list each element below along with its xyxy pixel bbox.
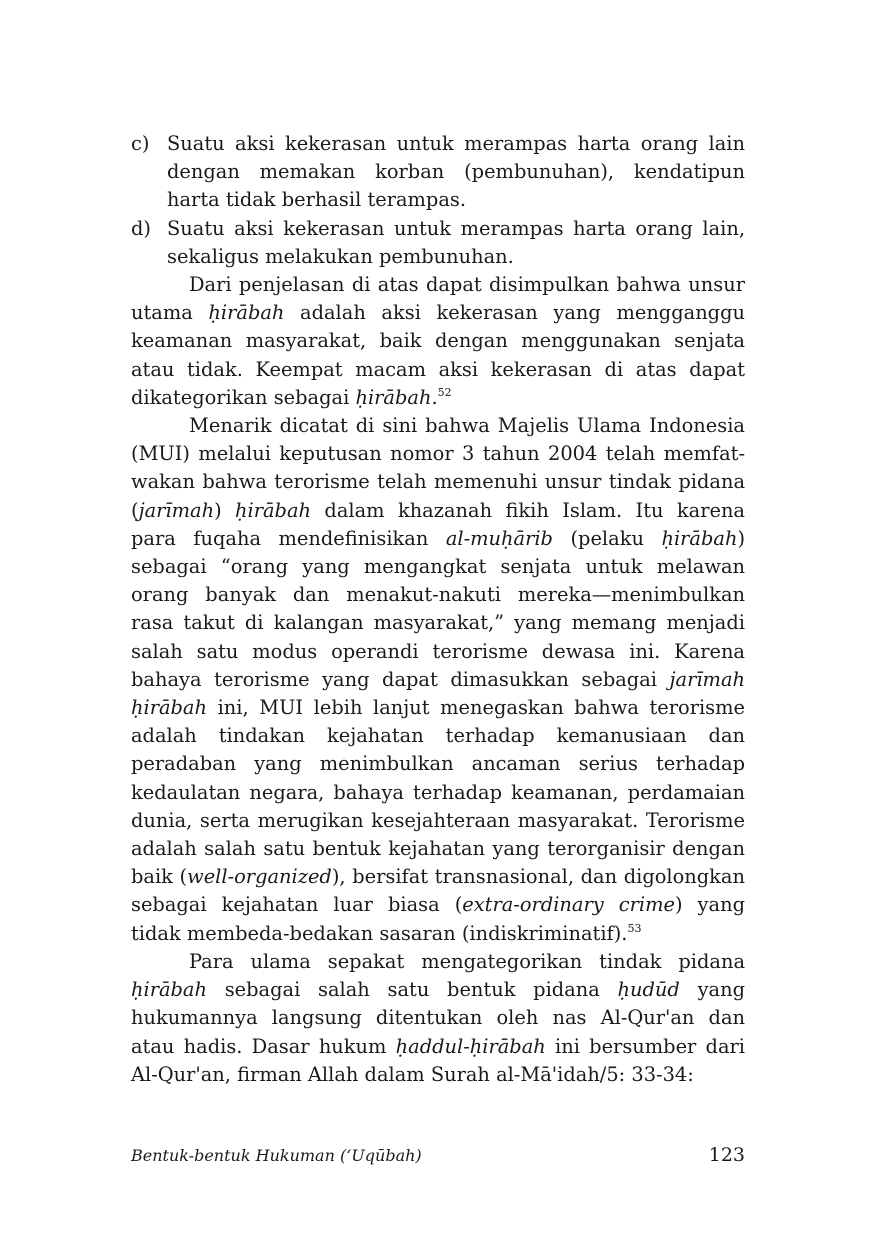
term-jarimah: jarīmah [138, 498, 215, 522]
page-footer [131, 1144, 745, 1166]
footnote-ref-52[interactable]: 52 [437, 385, 452, 399]
term-hirabah: ḥirābah [235, 498, 312, 522]
running-title: Bentuk-bentuk Hukuman (‘Uqūbah) [131, 1146, 422, 1165]
list-item-c [131, 130, 745, 215]
paragraph-ulama: Para ulama sepakat mengategorikan tindak pidana ḥirābah sebagai salah satu bentuk pidana ḥudūd yang hukumannya langsung ditentukan oleh nas Al-Qur'an dan atau hadis. Dasar hukum ḥaddul-ḥirābah ini bersumber dari Al-Qur'an, firman Allah dalam Surah al-Mā'idah/5: 33-34: [131, 949, 746, 1086]
page-number: 123 [708, 1144, 745, 1166]
term-hudud: ḥudūd [617, 978, 680, 1002]
term-al-muharib: al-muḥārib [445, 526, 553, 550]
list-item-text: Suatu aksi kekerasan untuk merampas harta orang lain, sekaligus melakukan pembunuhan. [167, 216, 745, 268]
footnote-ref-53[interactable]: 53 [627, 921, 642, 935]
term-well-organized: well-organized [187, 865, 332, 889]
term-hirabah: ḥirābah [208, 301, 285, 325]
list-item-text: Suatu aksi kekerasan untuk merampas harta orang lain dengan memakan korban (pembunuhan), kendatipun harta tidak berhasil terampas. [167, 132, 745, 212]
body-text [131, 130, 745, 1089]
term-jarimah-hirabah: jarīmah ḥirābah [131, 667, 745, 720]
term-hirabah: ḥirābah [131, 978, 207, 1002]
list-marker: d) [131, 216, 151, 240]
paragraph-mui: Menarik dicatat di sini bahwa Majelis Ulama Indonesia (MUI) melalui keputusan nomor 3 tahun 2004 telah memfatwakan bahwa terorisme telah memenuhi unsur tindak pidana (jarīmah) ḥirābah dalam khazanah fikih Islam. Itu karena para fuqaha mendefinisikan al-muḥārib (pelaku ḥirābah) sebagai “orang yang mengangkat senjata untuk melawan orang banyak dan menakut-nakuti mereka—menimbulkan rasa takut di kalangan masyarakat,” yang memang menjadi salah satu modus operandi terorisme dewasa ini. Karena bahaya terorisme yang dapat dimasukkan sebagai jarīmah ḥirābah ini, MUI lebih lanjut menegaskan bahwa terorisme adalah tindakan kejahatan terhadap kemanusiaan dan peradaban yang menimbulkan ancaman serius terhadap kedaulatan negara, bahaya terhadap keamanan, perdamaian dunia, serta merugikan kesejahteraan masyarakat. Terorisme adalah salah satu bentuk kejahatan yang terorganisir dengan baik (well-organized), bersifat transnasional, dan digolongkan sebagai kejahatan luar biasa (extra-ordinary crime) yang tidak membeda-bedakan sasaran (indiskriminatif).$^{53}$ [131, 414, 746, 945]
list-item-d [131, 215, 745, 271]
term-haddul-hirabah: ḥaddul-ḥirābah [395, 1034, 546, 1058]
term-hirabah: ḥirābah [355, 385, 432, 409]
list-marker: c) [131, 132, 150, 155]
paragraph-conclusion: Dari penjelasan di atas dapat disimpulkan bahwa unsur utama ḥirābah adalah aksi kekerasan yang mengganggu keamanan masyarakat, baik dengan menggunakan senjata atau tidak. Keempat macam aksi kekerasan di atas dapat dikategorikan sebagai ḥirābah.$^{52}$ [131, 273, 745, 409]
term-extra-ordinary-crime: extra-ordinary crime [462, 893, 675, 917]
term-hirabah: ḥirābah [661, 526, 738, 550]
